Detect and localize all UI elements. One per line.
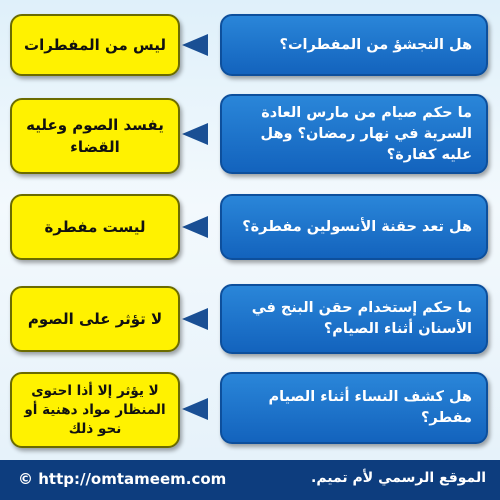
arrow-icon-3 xyxy=(182,216,208,238)
answer-text-2: يفسد الصوم وعليه القضاء xyxy=(26,116,164,156)
arrow-icon-2 xyxy=(182,123,208,145)
answer-box-3 xyxy=(10,194,180,260)
answer-box-1 xyxy=(10,14,180,76)
question-box-4 xyxy=(220,284,488,354)
answer-box-5 xyxy=(10,372,180,448)
footer-brand-text: الموقع الرسمي لأم تميم. xyxy=(311,470,486,486)
answer-text-5: لا يؤثر إلا أذا احتوى المنظار مواد دهنية أو نحو ذلك xyxy=(24,382,166,437)
question-text-2: ما حكم صيام من مارس العادة السرية في نهار رمضان؟ وهل عليه كفارة؟ xyxy=(260,104,472,163)
question-text-4: ما حكم إستخدام حقن البنج في الأسنان أثناء الصيام؟ xyxy=(251,300,472,337)
answer-box-2 xyxy=(10,98,180,174)
arrow-icon-1 xyxy=(182,34,208,56)
answer-box-4 xyxy=(10,286,180,352)
question-box-3 xyxy=(220,194,488,260)
question-box-2 xyxy=(220,94,488,174)
footer-url-link[interactable]: © http://omtameem.com xyxy=(18,470,227,488)
arrow-icon-4 xyxy=(182,308,208,330)
arrow-icon-5 xyxy=(182,398,208,420)
answer-text-3: ليست مفطرة xyxy=(44,218,146,236)
question-text-3: هل تعد حقنة الأنسولين مفطرة؟ xyxy=(242,218,472,235)
question-text-5: هل كشف النساء أثناء الصيام مفطر؟ xyxy=(268,389,472,426)
answer-text-4: لا تؤثر على الصوم xyxy=(27,310,163,328)
question-text-1: هل التجشؤ من المفطرات؟ xyxy=(279,36,472,53)
question-box-5 xyxy=(220,372,488,444)
question-box-1 xyxy=(220,14,488,76)
answer-text-1: ليس من المفطرات xyxy=(24,36,166,54)
footer-bar xyxy=(0,460,500,500)
